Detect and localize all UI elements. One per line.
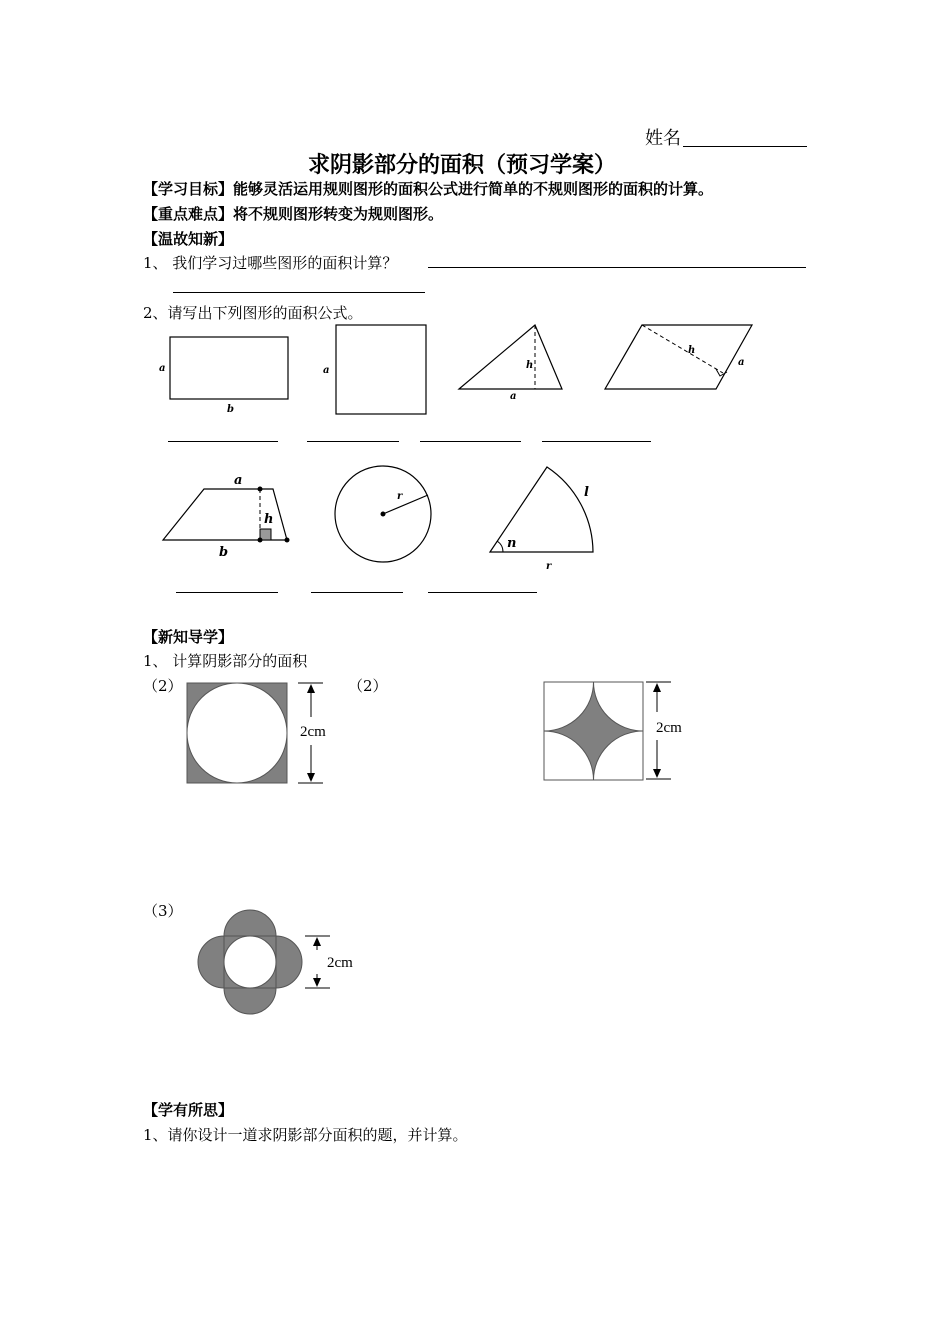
rectangle-figure	[159, 337, 288, 415]
square-label-a: a	[323, 365, 330, 376]
review-question-2: 2、请写出下列图形的面积公式。	[143, 304, 363, 322]
review-question-1: 1、 我们学习过哪些图形的面积计算？	[143, 254, 398, 272]
newknow-heading: 【新知导学】	[143, 628, 234, 646]
rect-label-b: b	[227, 404, 234, 415]
square-figure	[323, 325, 426, 414]
triangle-label-a: a	[510, 391, 517, 402]
page-title: 求阴影部分的面积（预习学案）	[308, 152, 617, 178]
shaded-figure-1	[187, 683, 326, 783]
triangle-figure	[459, 325, 562, 402]
newknow-question-1: 1、 计算阴影部分的面积	[143, 652, 308, 670]
dimension-label-3: 2cm	[327, 955, 353, 971]
dimension-label-1: 2cm	[300, 724, 326, 740]
figure-2-label: （2）	[348, 677, 388, 695]
trapezoid-label-a: a	[234, 473, 243, 488]
sector-label-n: n	[507, 536, 517, 551]
shaded-figure-3	[198, 910, 353, 1014]
focus-text: 将不规则图形转变为规则图形。	[233, 205, 444, 223]
parallelogram-figure	[605, 325, 752, 389]
figure-3-label: （3）	[143, 902, 183, 920]
reflect-heading: 【学有所思】	[143, 1101, 234, 1119]
parallelogram-label-a: a	[738, 357, 745, 368]
triangle-label-h: h	[526, 360, 534, 371]
shaded-figure-2	[544, 682, 682, 780]
trapezoid-label-h: h	[264, 512, 274, 527]
review-heading: 【温故知新】	[143, 230, 234, 248]
reflect-question-1: 1、请你设计一道求阴影部分面积的题，并计算。	[143, 1126, 468, 1144]
trapezoid-figure	[163, 473, 290, 560]
focus-tag: 【重点难点】	[143, 205, 234, 223]
goal-tag: 【学习目标】	[143, 180, 234, 198]
sector-label-r: r	[546, 561, 552, 572]
parallelogram-label-h: h	[688, 345, 696, 356]
sector-figure	[490, 467, 593, 572]
goal-text: 能够灵活运用规则图形的面积公式进行简单的不规则图形的面积的计算。	[233, 180, 714, 198]
rect-label-a: a	[159, 363, 166, 374]
trapezoid-label-b: b	[219, 545, 229, 560]
figure-1-label: （2）	[143, 677, 183, 695]
dimension-label-2: 2cm	[656, 720, 682, 736]
name-label: 姓名	[645, 128, 681, 149]
sector-label-l: l	[584, 485, 589, 500]
circle-figure	[335, 466, 431, 562]
circle-label-r: r	[397, 491, 403, 502]
